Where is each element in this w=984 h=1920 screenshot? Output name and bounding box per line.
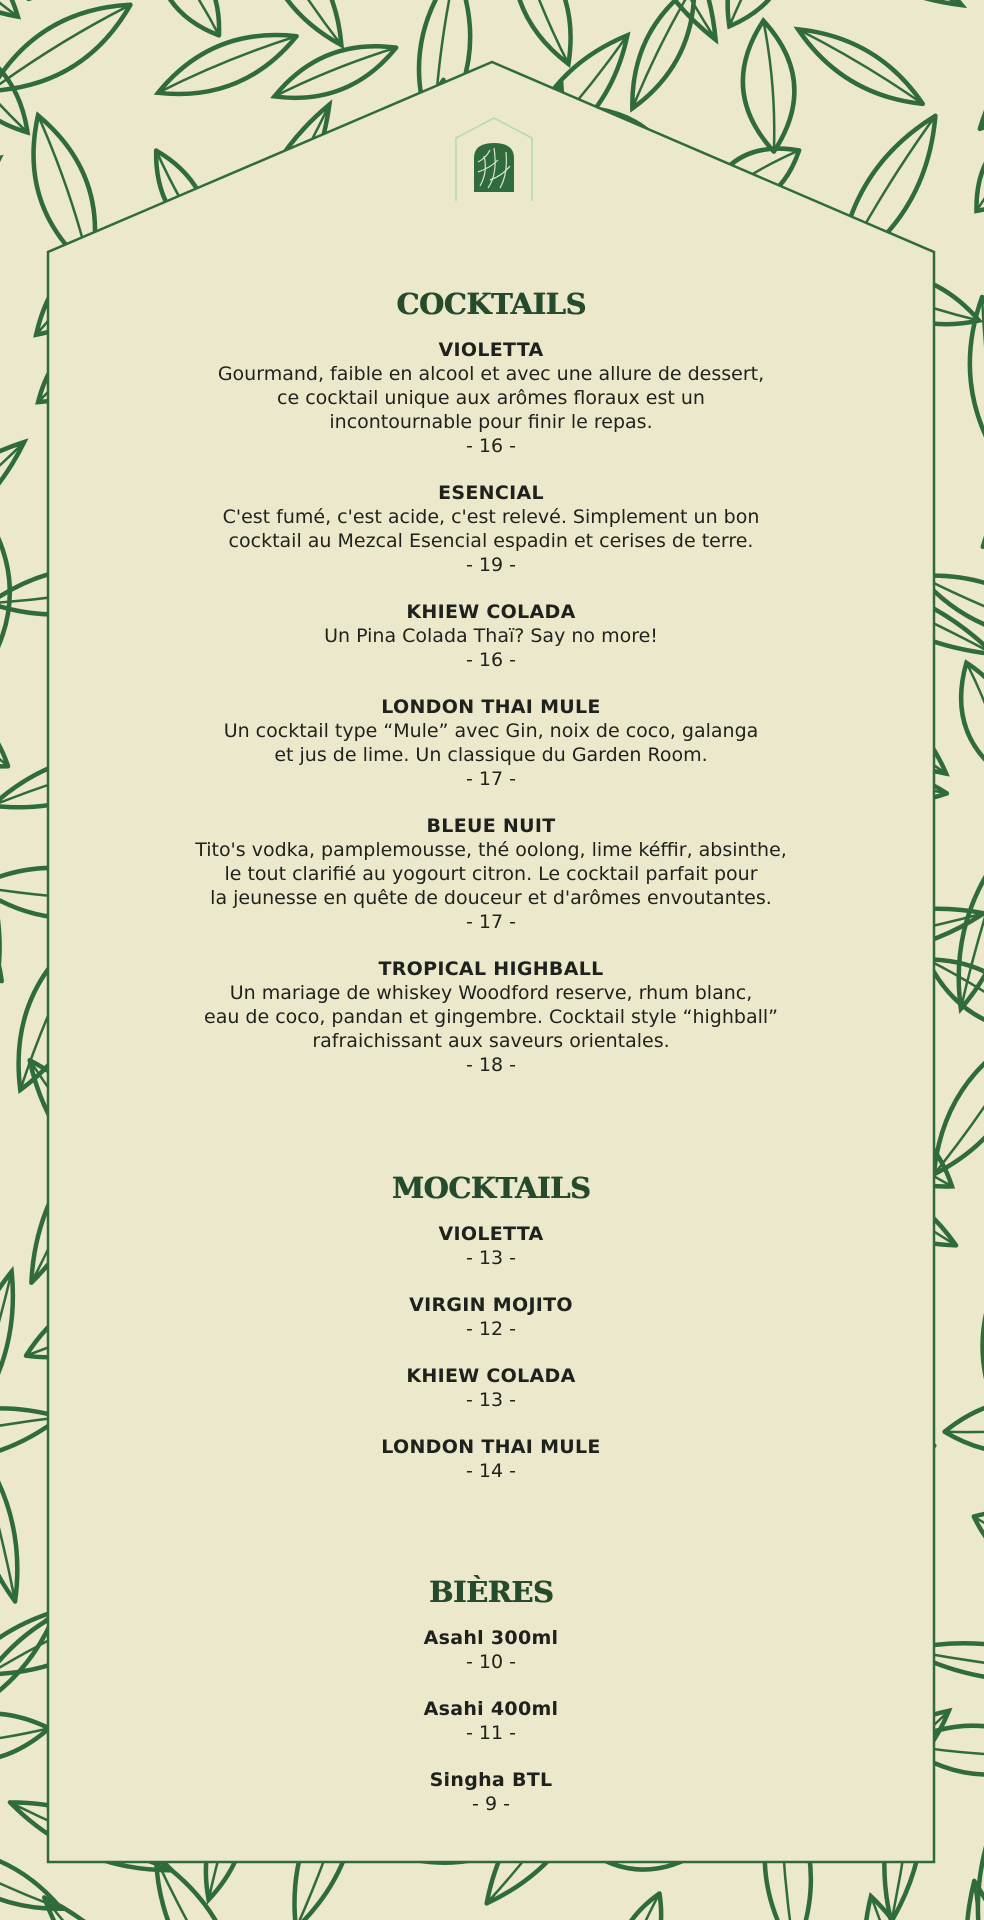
- item-name: LONDON THAI MULE: [381, 1436, 601, 1458]
- item-name: KHIEW COLADA: [406, 1365, 576, 1387]
- item-name: Asahi 400ml: [423, 1698, 559, 1720]
- item-description-line: Gourmand, faible en alcool et avec une allure de dessert,: [217, 363, 765, 385]
- item-price: - 13 -: [466, 1247, 516, 1269]
- item-name: VIOLETTA: [438, 1223, 544, 1245]
- mocktail-list: [48, 1222, 934, 1483]
- item-name: Asahl 300ml: [423, 1627, 559, 1649]
- item-price: - 16 -: [466, 649, 516, 671]
- menu-item: [48, 1364, 934, 1412]
- item-price: - 16 -: [466, 435, 516, 457]
- item-description-line: la jeunesse en quête de douceur et d'arômes envoutantes.: [210, 887, 772, 909]
- item-description-line: cocktail au Mezcal Esencial espadin et cerises de terre.: [228, 530, 754, 552]
- item-name: TROPICAL HIGHBALL: [378, 958, 604, 980]
- item-price: - 13 -: [466, 1389, 516, 1411]
- item-name: ESENCIAL: [438, 482, 544, 504]
- arched-leaf-window-icon: [454, 116, 534, 206]
- item-price: - 18 -: [466, 1054, 516, 1076]
- section-title-cocktails: COCKTAILS: [396, 287, 586, 321]
- item-name: VIOLETTA: [438, 339, 544, 361]
- item-description-line: Un mariage de whiskey Woodford reserve, rhum blanc,: [229, 982, 753, 1004]
- item-price: - 10 -: [466, 1651, 516, 1673]
- item-description-line: eau de coco, pandan et gingembre. Cocktail style “highball”: [204, 1006, 778, 1028]
- item-price: - 19 -: [466, 554, 516, 576]
- item-price: - 9 -: [472, 1793, 510, 1815]
- bieres-section: [48, 1572, 934, 1816]
- item-description-line: Un cocktail type “Mule” avec Gin, noix de coco, galanga: [223, 720, 759, 742]
- menu-content: [48, 270, 934, 1839]
- item-description-line: ce cocktail unique aux arômes floraux est un: [277, 387, 705, 409]
- item-name: Singha BTL: [429, 1769, 553, 1791]
- menu-item: [48, 1435, 934, 1483]
- item-description-line: le tout clarifié au yogourt citron. Le cocktail parfait pour: [224, 863, 758, 885]
- item-name: KHIEW COLADA: [406, 601, 576, 623]
- item-description-line: C'est fumé, c'est acide, c'est relevé. Simplement un bon: [222, 506, 760, 528]
- item-description-line: Tito's vodka, pamplemousse, thé oolong, lime kéffir, absinthe,: [195, 839, 787, 861]
- mocktails-section: [48, 1168, 934, 1483]
- item-description-line: et jus de lime. Un classique du Garden Room.: [274, 744, 708, 766]
- menu-item: [48, 1626, 934, 1674]
- menu-item: [48, 1697, 934, 1745]
- biere-list: [48, 1626, 934, 1816]
- item-price: - 12 -: [466, 1318, 516, 1340]
- menu-item: [48, 957, 934, 1077]
- menu-item: [48, 814, 934, 934]
- item-name: LONDON THAI MULE: [381, 696, 601, 718]
- item-name: VIRGIN MOJITO: [409, 1294, 573, 1316]
- section-title-bieres: BIÈRES: [428, 1575, 554, 1609]
- menu-item: [48, 1768, 934, 1816]
- cocktail-list: [48, 338, 934, 1077]
- menu-item: [48, 695, 934, 791]
- item-price: - 14 -: [466, 1460, 516, 1482]
- menu-item: [48, 1293, 934, 1341]
- item-description-line: Un Pina Colada Thaï? Say no more!: [324, 625, 658, 647]
- item-description-line: incontournable pour finir le repas.: [329, 411, 653, 433]
- menu-item: [48, 1222, 934, 1270]
- menu-item: [48, 600, 934, 672]
- item-price: - 17 -: [466, 911, 516, 933]
- menu-item: [48, 481, 934, 577]
- cocktails-section: [48, 284, 934, 1077]
- section-title-mocktails: MOCKTAILS: [391, 1171, 591, 1205]
- item-price: - 11 -: [466, 1722, 516, 1744]
- menu-item: [48, 338, 934, 458]
- item-description-line: rafraichissant aux saveurs orientales.: [312, 1030, 670, 1052]
- item-name: BLEUE NUIT: [426, 815, 556, 837]
- item-price: - 17 -: [466, 768, 516, 790]
